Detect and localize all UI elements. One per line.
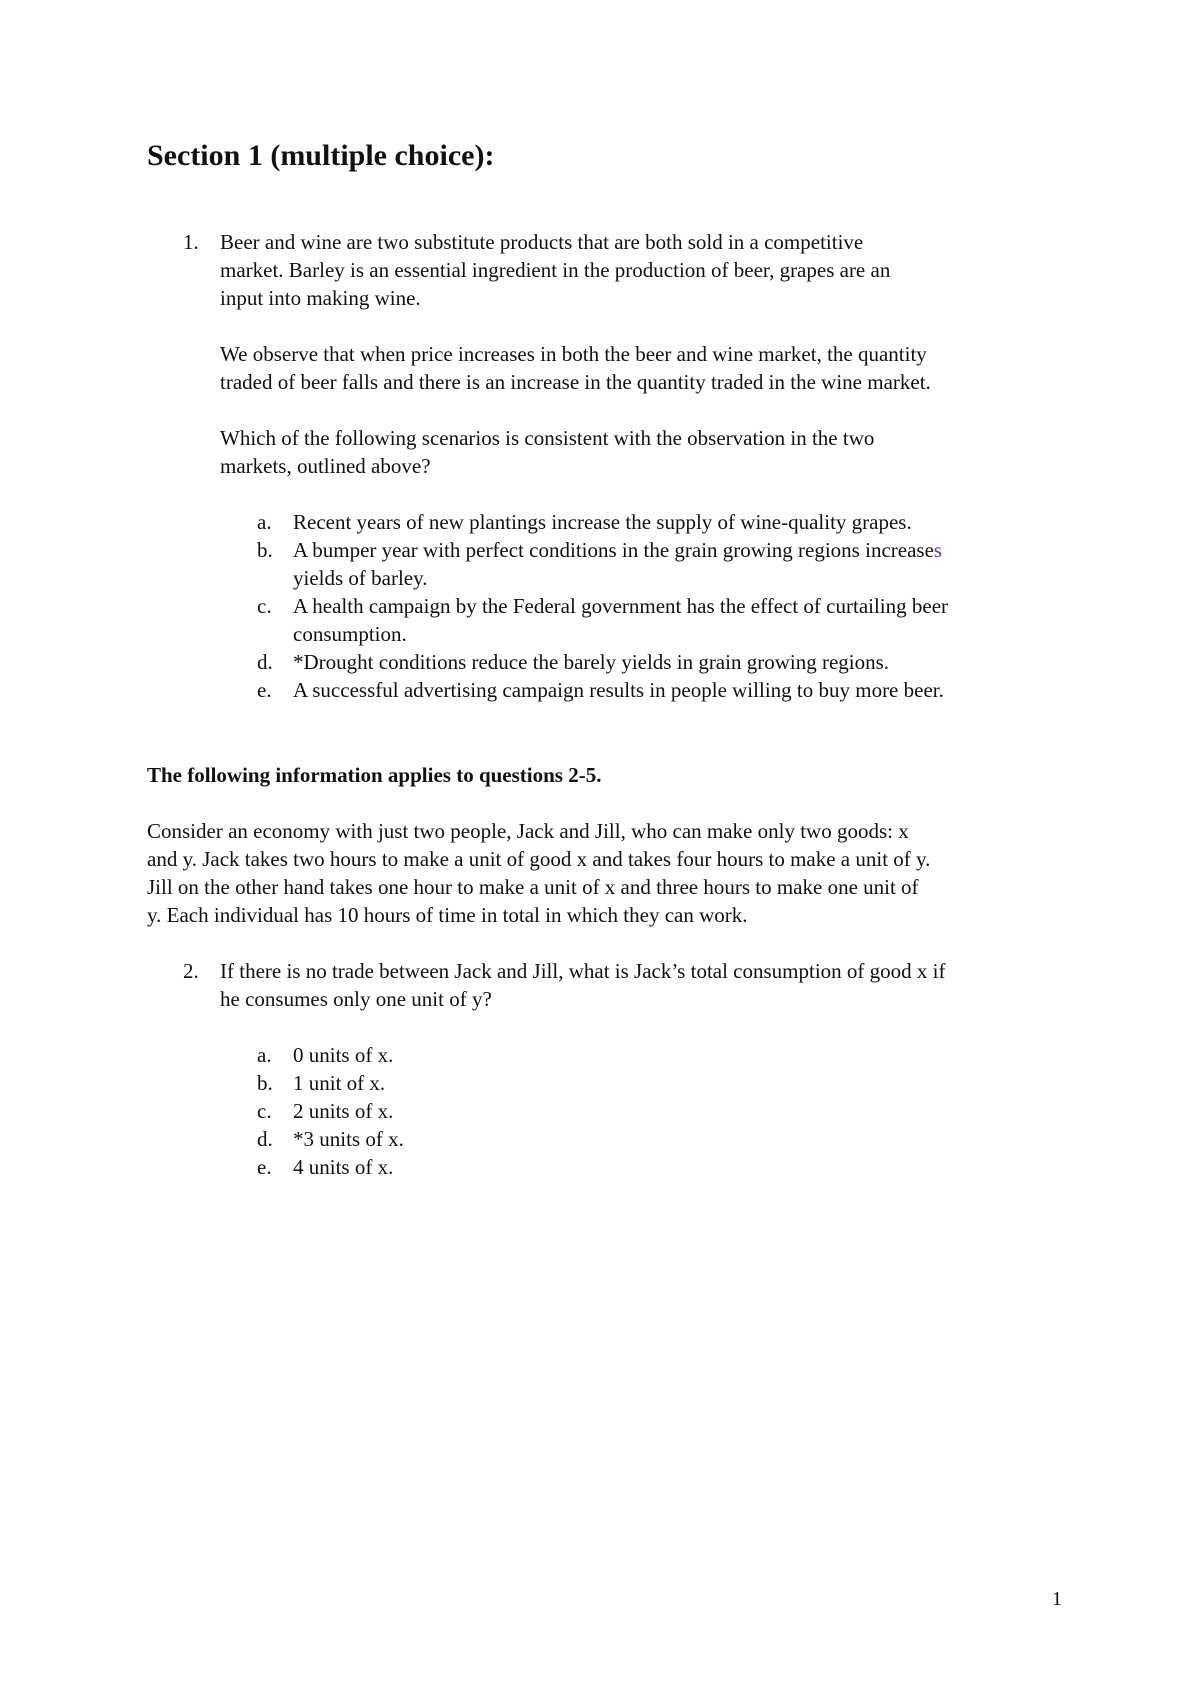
question-2-option-e: 4 units of x. bbox=[293, 1155, 394, 1179]
option-letter-c: c. bbox=[257, 594, 272, 618]
option-letter-c: c. bbox=[257, 1099, 272, 1123]
question-1-option-d bbox=[293, 648, 889, 676]
question-1-option-c bbox=[293, 592, 948, 648]
text-line: Which of the following scenarios is consistent with the observation in the two bbox=[220, 426, 875, 450]
text-line: Beer and wine are two substitute products that are both sold in a competitive bbox=[220, 230, 864, 254]
question-1-prompt bbox=[220, 424, 874, 480]
question-2-prompt bbox=[220, 957, 946, 1013]
question-1-option-a bbox=[293, 508, 912, 536]
question-1-intro bbox=[220, 228, 890, 312]
question-1-observation bbox=[220, 340, 931, 396]
text-line: market. Barley is an essential ingredient in the production of beer, grapes are an bbox=[220, 258, 891, 282]
option-text: Recent years of new plantings increase the supply of wine-quality grapes. bbox=[293, 510, 912, 534]
option-letter-b: b. bbox=[257, 538, 273, 562]
option-letter-a: a. bbox=[257, 510, 272, 534]
option-text-line bbox=[293, 536, 942, 564]
question-2-option-d: *3 units of x. bbox=[293, 1127, 404, 1151]
question-1-option-b bbox=[293, 536, 942, 592]
text-line: input into making wine. bbox=[220, 286, 421, 310]
info-paragraph bbox=[147, 817, 930, 929]
text-line: markets, outlined above? bbox=[220, 454, 431, 478]
text-line: Consider an economy with just two people, Jack and Jill, who can make only two goods: x bbox=[147, 819, 909, 843]
text-line: Jill on the other hand takes one hour to make a unit of x and three hours to make one unit of bbox=[147, 875, 919, 899]
option-letter-d: d. bbox=[257, 650, 273, 674]
question-2-number: 2. bbox=[183, 959, 199, 983]
page-number: 1 bbox=[1052, 1588, 1062, 1610]
question-2-option-b: 1 unit of x. bbox=[293, 1071, 386, 1095]
text-line: We observe that when price increases in both the beer and wine market, the quantity bbox=[220, 342, 927, 366]
question-1-number: 1. bbox=[183, 230, 199, 254]
question-2-option-a: 0 units of x. bbox=[293, 1043, 394, 1067]
question-2-option-c: 2 units of x. bbox=[293, 1099, 394, 1123]
tracked-change-letter: s bbox=[933, 538, 943, 562]
option-text: A successful advertising campaign results in people willing to buy more beer. bbox=[293, 678, 944, 702]
option-text: consumption. bbox=[293, 622, 407, 646]
option-letter-b: b. bbox=[257, 1071, 273, 1095]
question-1-option-e bbox=[293, 676, 944, 704]
info-heading: The following information applies to questions 2-5. bbox=[147, 763, 602, 787]
option-letter-a: a. bbox=[257, 1043, 272, 1067]
option-text: A health campaign by the Federal government has the effect of curtailing beer bbox=[293, 594, 949, 618]
option-letter-e: e. bbox=[257, 678, 272, 702]
option-text: yields of barley. bbox=[293, 566, 428, 590]
text-line: If there is no trade between Jack and Jill, what is Jack’s total consumption of good x if bbox=[220, 959, 946, 983]
text-line: he consumes only one unit of y? bbox=[220, 987, 492, 1011]
option-letter-d: d. bbox=[257, 1127, 273, 1151]
text-line: traded of beer falls and there is an increase in the quantity traded in the wine market. bbox=[220, 370, 931, 394]
text-line: and y. Jack takes two hours to make a unit of good x and takes four hours to make a unit of y. bbox=[147, 847, 931, 871]
option-letter-e: e. bbox=[257, 1155, 272, 1179]
text-line: y. Each individual has 10 hours of time in total in which they can work. bbox=[147, 903, 748, 927]
section-heading: Section 1 (multiple choice): bbox=[147, 139, 495, 172]
option-text: A bumper year with perfect conditions in the grain growing regions increase bbox=[293, 538, 934, 562]
option-text: *Drought conditions reduce the barely yields in grain growing regions. bbox=[293, 650, 890, 674]
